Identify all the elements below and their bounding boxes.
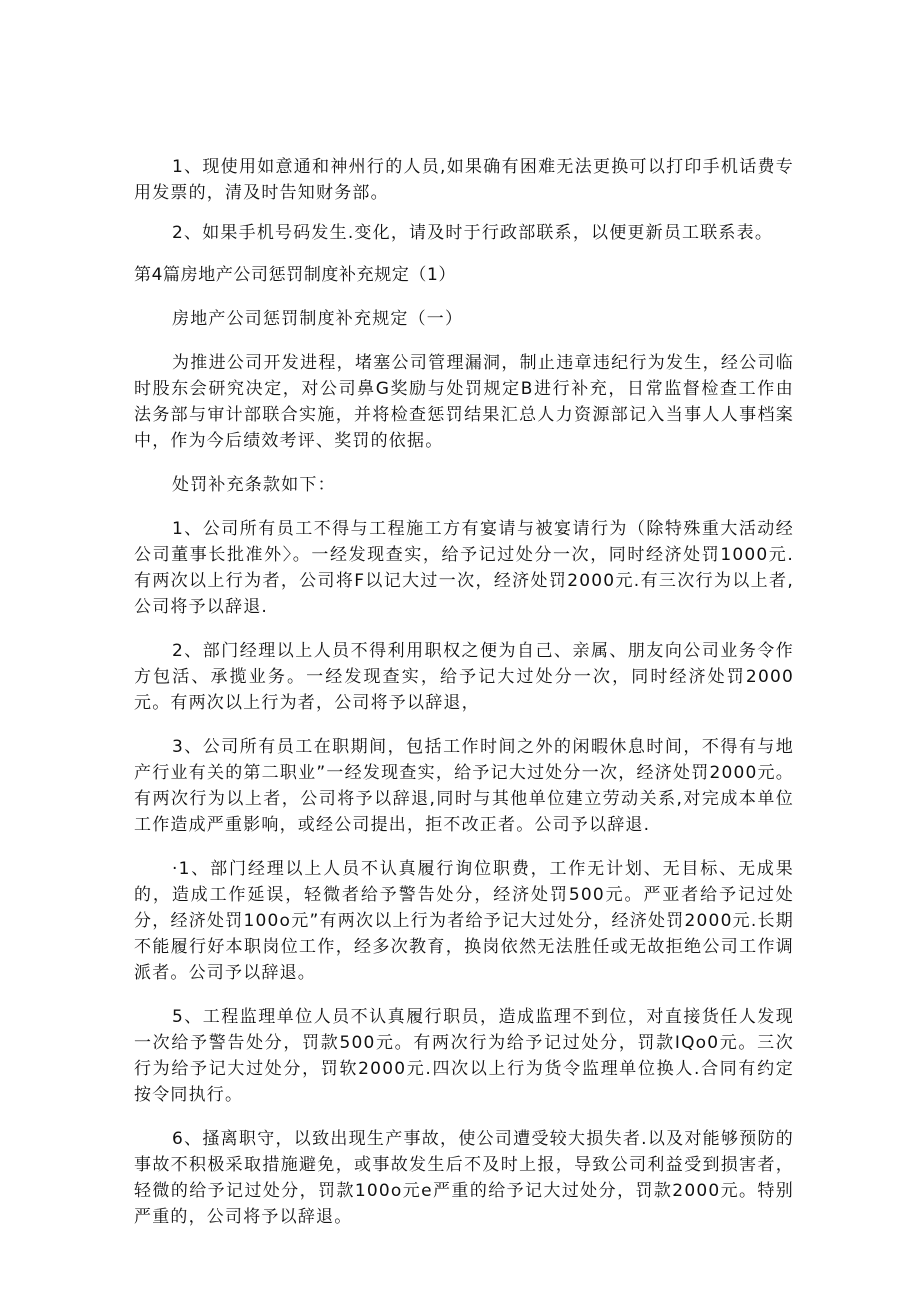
document-subtitle: 房地产公司惩罚制度补充规定（一） [172,309,464,329]
clause-4: ·1、部门经理以上人员不认真履行询位职费，工作无计划、无目标、无成果的，造成工作延误，轻微者给予警告处分，经济处罚500元。严亚者给予记过处分，经济处罚100o元”有两次以上行为者给予记大过处分，经济处罚2000元.长期不能履行好本职岗位工作，经多次教育，换岗依然无法胜任或无故拒绝公司工作调派者。公司予以辞退。 [134,859,794,983]
clause-6: 6、搔离职守，以致出现生产事故，使公司遭受较大损失者.以及对能够预防的事故不积极采取措施避免，或事故发生后不及时上报，导致公司利益受到损害者，轻微的给予记过处分，罚款100o元e严重的给予记大过处分，罚款2000元。特别严重的，公司将予以辞退。 [134,1129,794,1227]
clause-1: 1、公司所有员工不得与工程施工方有宴请与被宴请行为（除特殊重大活动经公司董事长批准外〉。一经发现查实，给予记过处分一次，同时经济处罚1000元.有两次以上行为者，公司将F以记大过一次，经济处罚2000元.有三次行为以上者,公司将予以辞退. [134,519,794,617]
paragraph-intro: 为推进公司开发进程，堵塞公司管理漏洞，制止违章违纪行为发生，经公司临时股东会研究决定，对公司鼻G奖励与处罚规定B进行补充，日常监督检查工作由法务部与审计部联合实施，并将检查惩罚结果汇总人力资源部记入当事人人事档案中，作为今后绩效考评、奖罚的依据。 [134,353,794,451]
paragraph-phone-change: 2、如果手机号码发生.变化，请及时于行政部联系，以便更新员工联系表。 [172,223,774,243]
clause-2: 2、部门经理以上人员不得利用职权之便为自己、亲属、朋友向公司业务令作方包活、承揽业务。一经发现查实，给予记大过处分一次，同时经济处罚2000元。有两次以上行为者，公司将予以辞退， [134,641,794,713]
clause-3: 3、公司所有员工在职期间，包括工作时间之外的闲暇休息时间，不得有与地产行业有关的第二职业”一经发现查实，给予记大过处分一次，经济处罚2000元。有两次行为以上者，公司将予以辞退,同时与其他单位建立劳动关系,对完成本单位工作造成严重影响，或经公司提出，拒不改正者。公司予以辞退. [134,737,794,835]
section-heading: 第4篇房地产公司惩罚制度补充规定（1） [134,265,457,285]
paragraph-clauses-heading: 处罚补充条款如下： [172,475,336,495]
document-body [134,154,794,1230]
paragraph-phone-invoice: 1、现使用如意通和神州行的人员,如果确有困难无法更换可以打印手机话费专用发票的，清及时告知财务部。 [134,157,794,203]
clause-5: 5、工程监理单位人员不认真履行职员，造成监理不到位，对直接货任人发现一次给予警告处分，罚款500元。有两次行为给予记过处分，罚款IQo0元。三次行为给予记大过处分，罚软2000元.四次以上行为货令监理单位换人.合同有约定按令同执行。 [134,1007,794,1105]
